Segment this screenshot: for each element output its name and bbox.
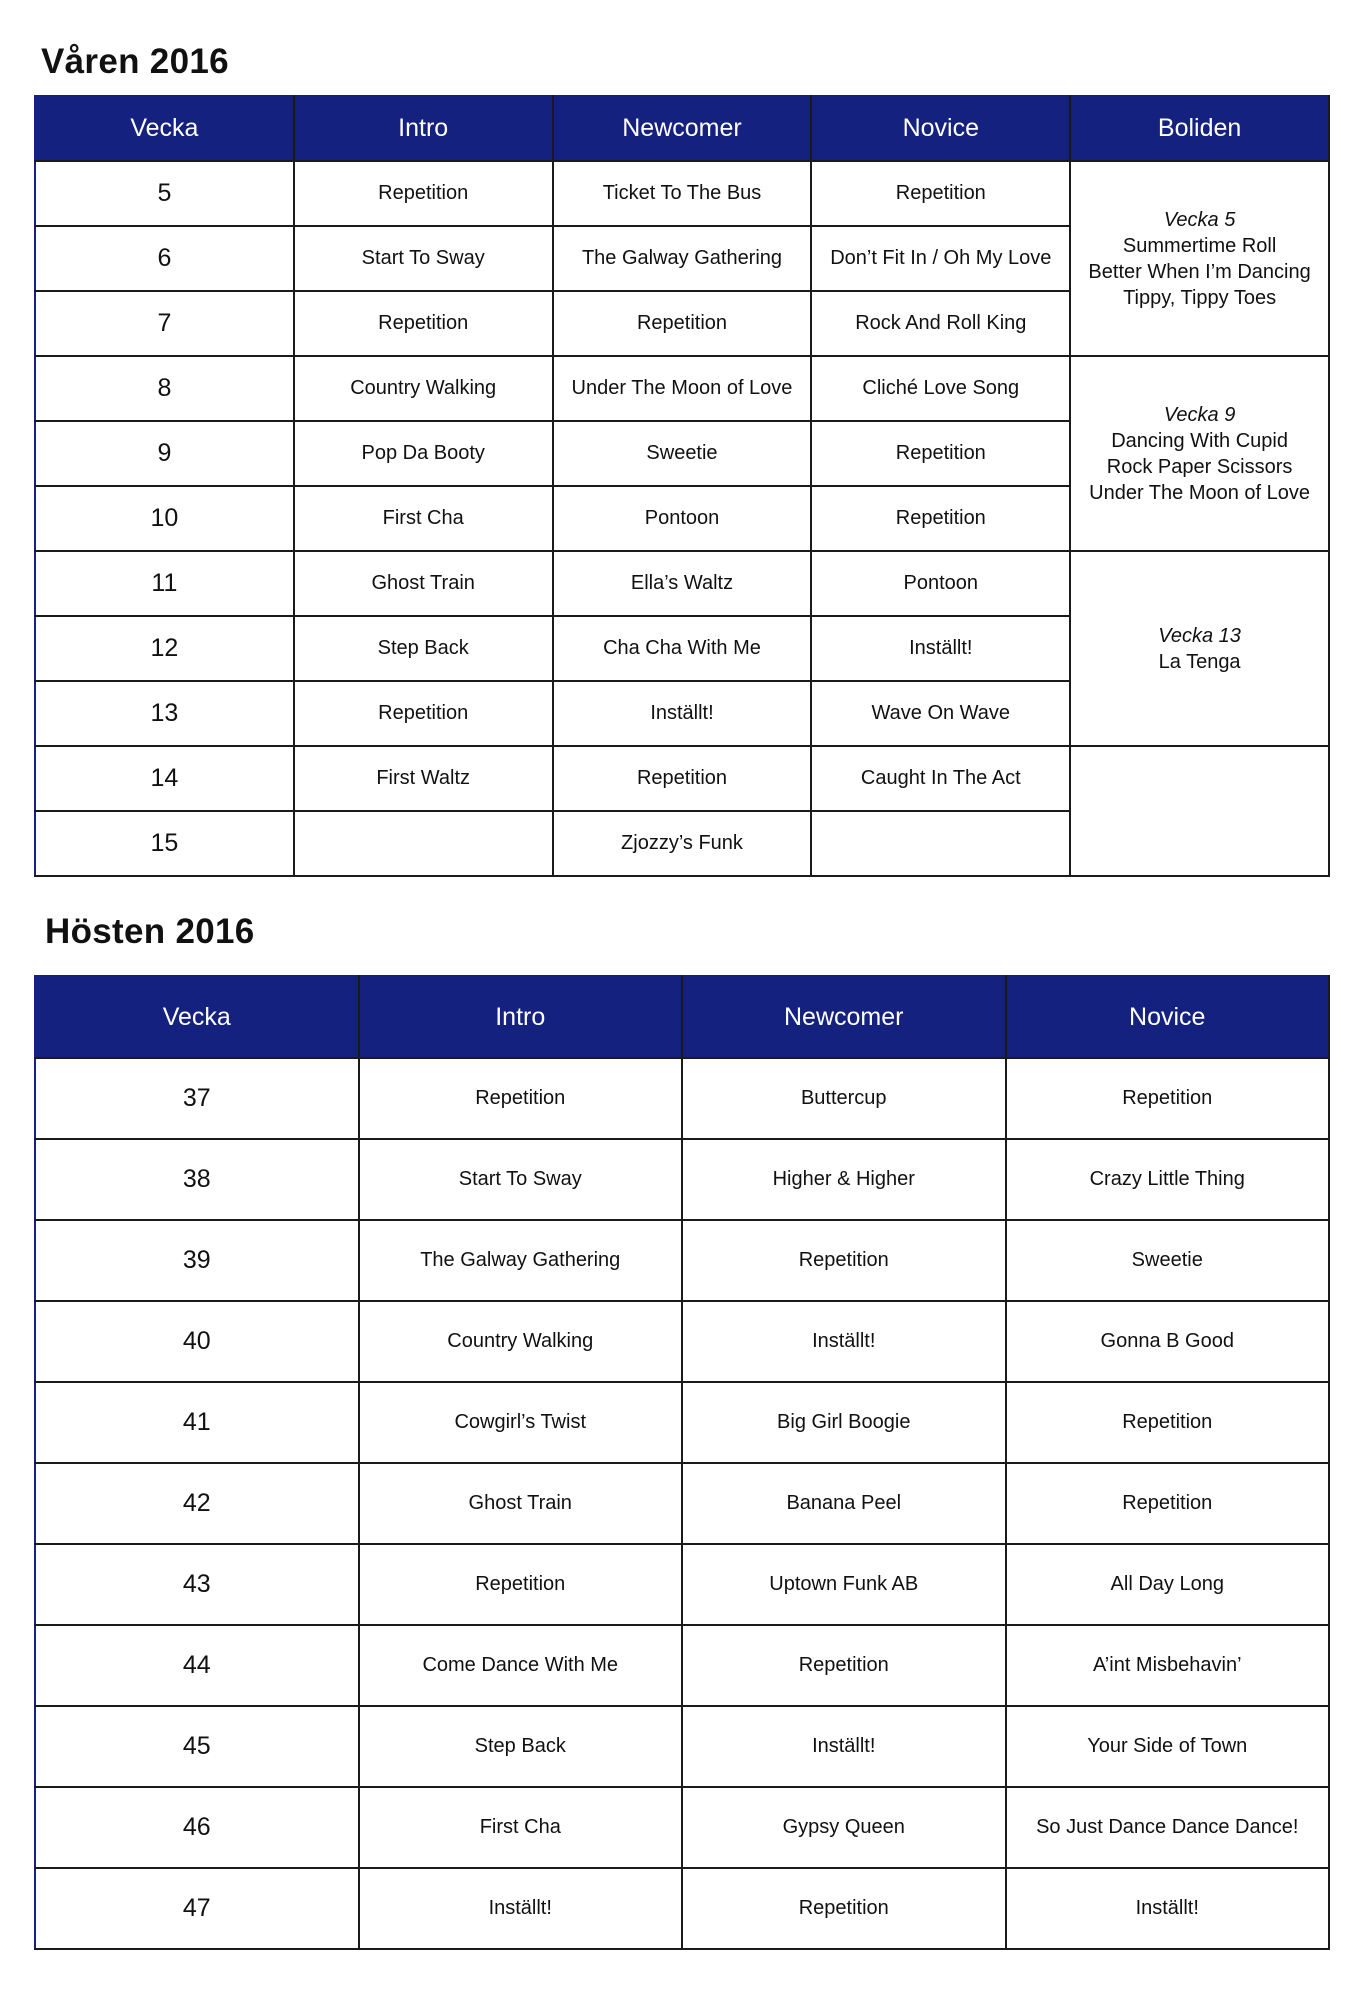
novice-cell: Repetition <box>1006 1058 1330 1139</box>
intro-cell: Repetition <box>294 681 553 746</box>
intro-cell: Step Back <box>294 616 553 681</box>
novice-cell: Rock And Roll King <box>811 291 1070 356</box>
newcomer-cell: Inställt! <box>682 1706 1006 1787</box>
newcomer-cell: Repetition <box>553 746 812 811</box>
intro-cell: First Cha <box>294 486 553 551</box>
spring-schedule-table <box>34 95 1330 877</box>
newcomer-cell: Inställt! <box>553 681 812 746</box>
autumn-schedule-table <box>34 975 1330 1950</box>
boliden-week-label: Vecka 9 <box>1163 403 1236 426</box>
intro-cell: Country Walking <box>294 356 553 421</box>
intro-cell: Inställt! <box>359 1868 683 1949</box>
week-cell: 46 <box>35 1787 359 1868</box>
boliden-dance: Better When I’m Dancing <box>1088 260 1311 283</box>
intro-cell: Repetition <box>294 161 553 226</box>
newcomer-cell: Ella’s Waltz <box>553 551 812 616</box>
novice-cell: All Day Long <box>1006 1544 1330 1625</box>
week-cell: 15 <box>35 811 294 876</box>
newcomer-cell: Under The Moon of Love <box>553 356 812 421</box>
novice-cell: A’int Misbehavin’ <box>1006 1625 1330 1706</box>
week-cell: 40 <box>35 1301 359 1382</box>
column-header-newcomer: Newcomer <box>553 96 812 161</box>
column-header-intro: Intro <box>359 976 683 1058</box>
week-cell: 13 <box>35 681 294 746</box>
boliden-dance: Summertime Roll <box>1122 234 1277 257</box>
week-cell: 37 <box>35 1058 359 1139</box>
novice-cell: Pontoon <box>811 551 1070 616</box>
week-cell: 6 <box>35 226 294 291</box>
boliden-week-label: Vecka 13 <box>1158 624 1241 647</box>
newcomer-cell: The Galway Gathering <box>553 226 812 291</box>
intro-cell: First Waltz <box>294 746 553 811</box>
newcomer-cell: Repetition <box>682 1868 1006 1949</box>
boliden-dance: Rock Paper Scissors <box>1106 455 1293 478</box>
table-row <box>35 1220 1329 1301</box>
table-row <box>35 356 1329 421</box>
week-cell: 8 <box>35 356 294 421</box>
week-cell: 42 <box>35 1463 359 1544</box>
novice-cell: Caught In The Act <box>811 746 1070 811</box>
intro-cell: Come Dance With Me <box>359 1625 683 1706</box>
column-header-novice: Novice <box>811 96 1070 161</box>
newcomer-cell: Sweetie <box>553 421 812 486</box>
table-row <box>35 1301 1329 1382</box>
header-row <box>35 976 1329 1058</box>
table-row <box>35 161 1329 226</box>
newcomer-cell: Buttercup <box>682 1058 1006 1139</box>
novice-cell <box>811 811 1070 876</box>
boliden-dance: Tippy, Tippy Toes <box>1123 286 1277 309</box>
newcomer-cell: Higher & Higher <box>682 1139 1006 1220</box>
newcomer-cell: Zjozzy’s Funk <box>553 811 812 876</box>
newcomer-cell: Repetition <box>682 1625 1006 1706</box>
novice-cell: Don’t Fit In / Oh My Love <box>811 226 1070 291</box>
table-row <box>35 746 1329 811</box>
boliden-dance: Dancing With Cupid <box>1111 429 1288 452</box>
autumn-title: Hösten 2016 <box>45 912 255 951</box>
week-cell: 43 <box>35 1544 359 1625</box>
column-header-week: Vecka <box>35 96 294 161</box>
intro-cell: Start To Sway <box>294 226 553 291</box>
week-cell: 39 <box>35 1220 359 1301</box>
intro-cell: First Cha <box>359 1787 683 1868</box>
newcomer-cell: Uptown Funk AB <box>682 1544 1006 1625</box>
week-cell: 47 <box>35 1868 359 1949</box>
week-cell: 9 <box>35 421 294 486</box>
week-cell: 10 <box>35 486 294 551</box>
week-cell: 44 <box>35 1625 359 1706</box>
novice-cell: Gonna B Good <box>1006 1301 1330 1382</box>
table-row <box>35 1625 1329 1706</box>
novice-cell: Cliché Love Song <box>811 356 1070 421</box>
novice-cell: Your Side of Town <box>1006 1706 1330 1787</box>
boliden-week-label: Vecka 5 <box>1163 208 1236 231</box>
newcomer-cell: Pontoon <box>553 486 812 551</box>
intro-cell: Repetition <box>359 1058 683 1139</box>
intro-cell: Step Back <box>359 1706 683 1787</box>
intro-cell: Repetition <box>359 1544 683 1625</box>
column-header-week: Vecka <box>35 976 359 1058</box>
boliden-cell <box>1070 356 1329 551</box>
week-cell: 38 <box>35 1139 359 1220</box>
novice-cell: Inställt! <box>811 616 1070 681</box>
week-cell: 12 <box>35 616 294 681</box>
intro-cell: Ghost Train <box>359 1463 683 1544</box>
novice-cell: Repetition <box>811 486 1070 551</box>
intro-cell: Repetition <box>294 291 553 356</box>
intro-cell: Cowgirl’s Twist <box>359 1382 683 1463</box>
intro-cell <box>294 811 553 876</box>
boliden-dance: La Tenga <box>1158 650 1241 673</box>
boliden-cell <box>1070 551 1329 746</box>
intro-cell: Start To Sway <box>359 1139 683 1220</box>
newcomer-cell: Ticket To The Bus <box>553 161 812 226</box>
intro-cell: Ghost Train <box>294 551 553 616</box>
newcomer-cell: Cha Cha With Me <box>553 616 812 681</box>
table-row <box>35 1787 1329 1868</box>
column-header-newcomer: Newcomer <box>682 976 1006 1058</box>
novice-cell: Inställt! <box>1006 1868 1330 1949</box>
newcomer-cell: Big Girl Boogie <box>682 1382 1006 1463</box>
novice-cell: Repetition <box>1006 1382 1330 1463</box>
table-row <box>35 1544 1329 1625</box>
intro-cell: The Galway Gathering <box>359 1220 683 1301</box>
spring-title: Våren 2016 <box>41 42 229 81</box>
novice-cell: Repetition <box>811 161 1070 226</box>
table-row <box>35 1139 1329 1220</box>
boliden-dance: Under The Moon of Love <box>1089 481 1311 504</box>
novice-cell: Repetition <box>811 421 1070 486</box>
table-row <box>35 551 1329 616</box>
novice-cell: So Just Dance Dance Dance! <box>1006 1787 1330 1868</box>
boliden-cell <box>1070 161 1329 356</box>
newcomer-cell: Inställt! <box>682 1301 1006 1382</box>
week-cell: 7 <box>35 291 294 356</box>
table-row <box>35 1868 1329 1949</box>
novice-cell: Crazy Little Thing <box>1006 1139 1330 1220</box>
week-cell: 14 <box>35 746 294 811</box>
table-row <box>35 1058 1329 1139</box>
newcomer-cell: Gypsy Queen <box>682 1787 1006 1868</box>
column-header-novice: Novice <box>1006 976 1330 1058</box>
week-cell: 45 <box>35 1706 359 1787</box>
newcomer-cell: Repetition <box>682 1220 1006 1301</box>
table-row <box>35 1463 1329 1544</box>
column-header-boliden: Boliden <box>1070 96 1329 161</box>
week-cell: 11 <box>35 551 294 616</box>
week-cell: 5 <box>35 161 294 226</box>
week-cell: 41 <box>35 1382 359 1463</box>
intro-cell: Pop Da Booty <box>294 421 553 486</box>
table-row <box>35 1706 1329 1787</box>
table-row <box>35 1382 1329 1463</box>
newcomer-cell: Banana Peel <box>682 1463 1006 1544</box>
header-row <box>35 96 1329 161</box>
intro-cell: Country Walking <box>359 1301 683 1382</box>
novice-cell: Wave On Wave <box>811 681 1070 746</box>
newcomer-cell: Repetition <box>553 291 812 356</box>
novice-cell: Sweetie <box>1006 1220 1330 1301</box>
novice-cell: Repetition <box>1006 1463 1330 1544</box>
column-header-intro: Intro <box>294 96 553 161</box>
boliden-cell-empty <box>1070 746 1329 876</box>
